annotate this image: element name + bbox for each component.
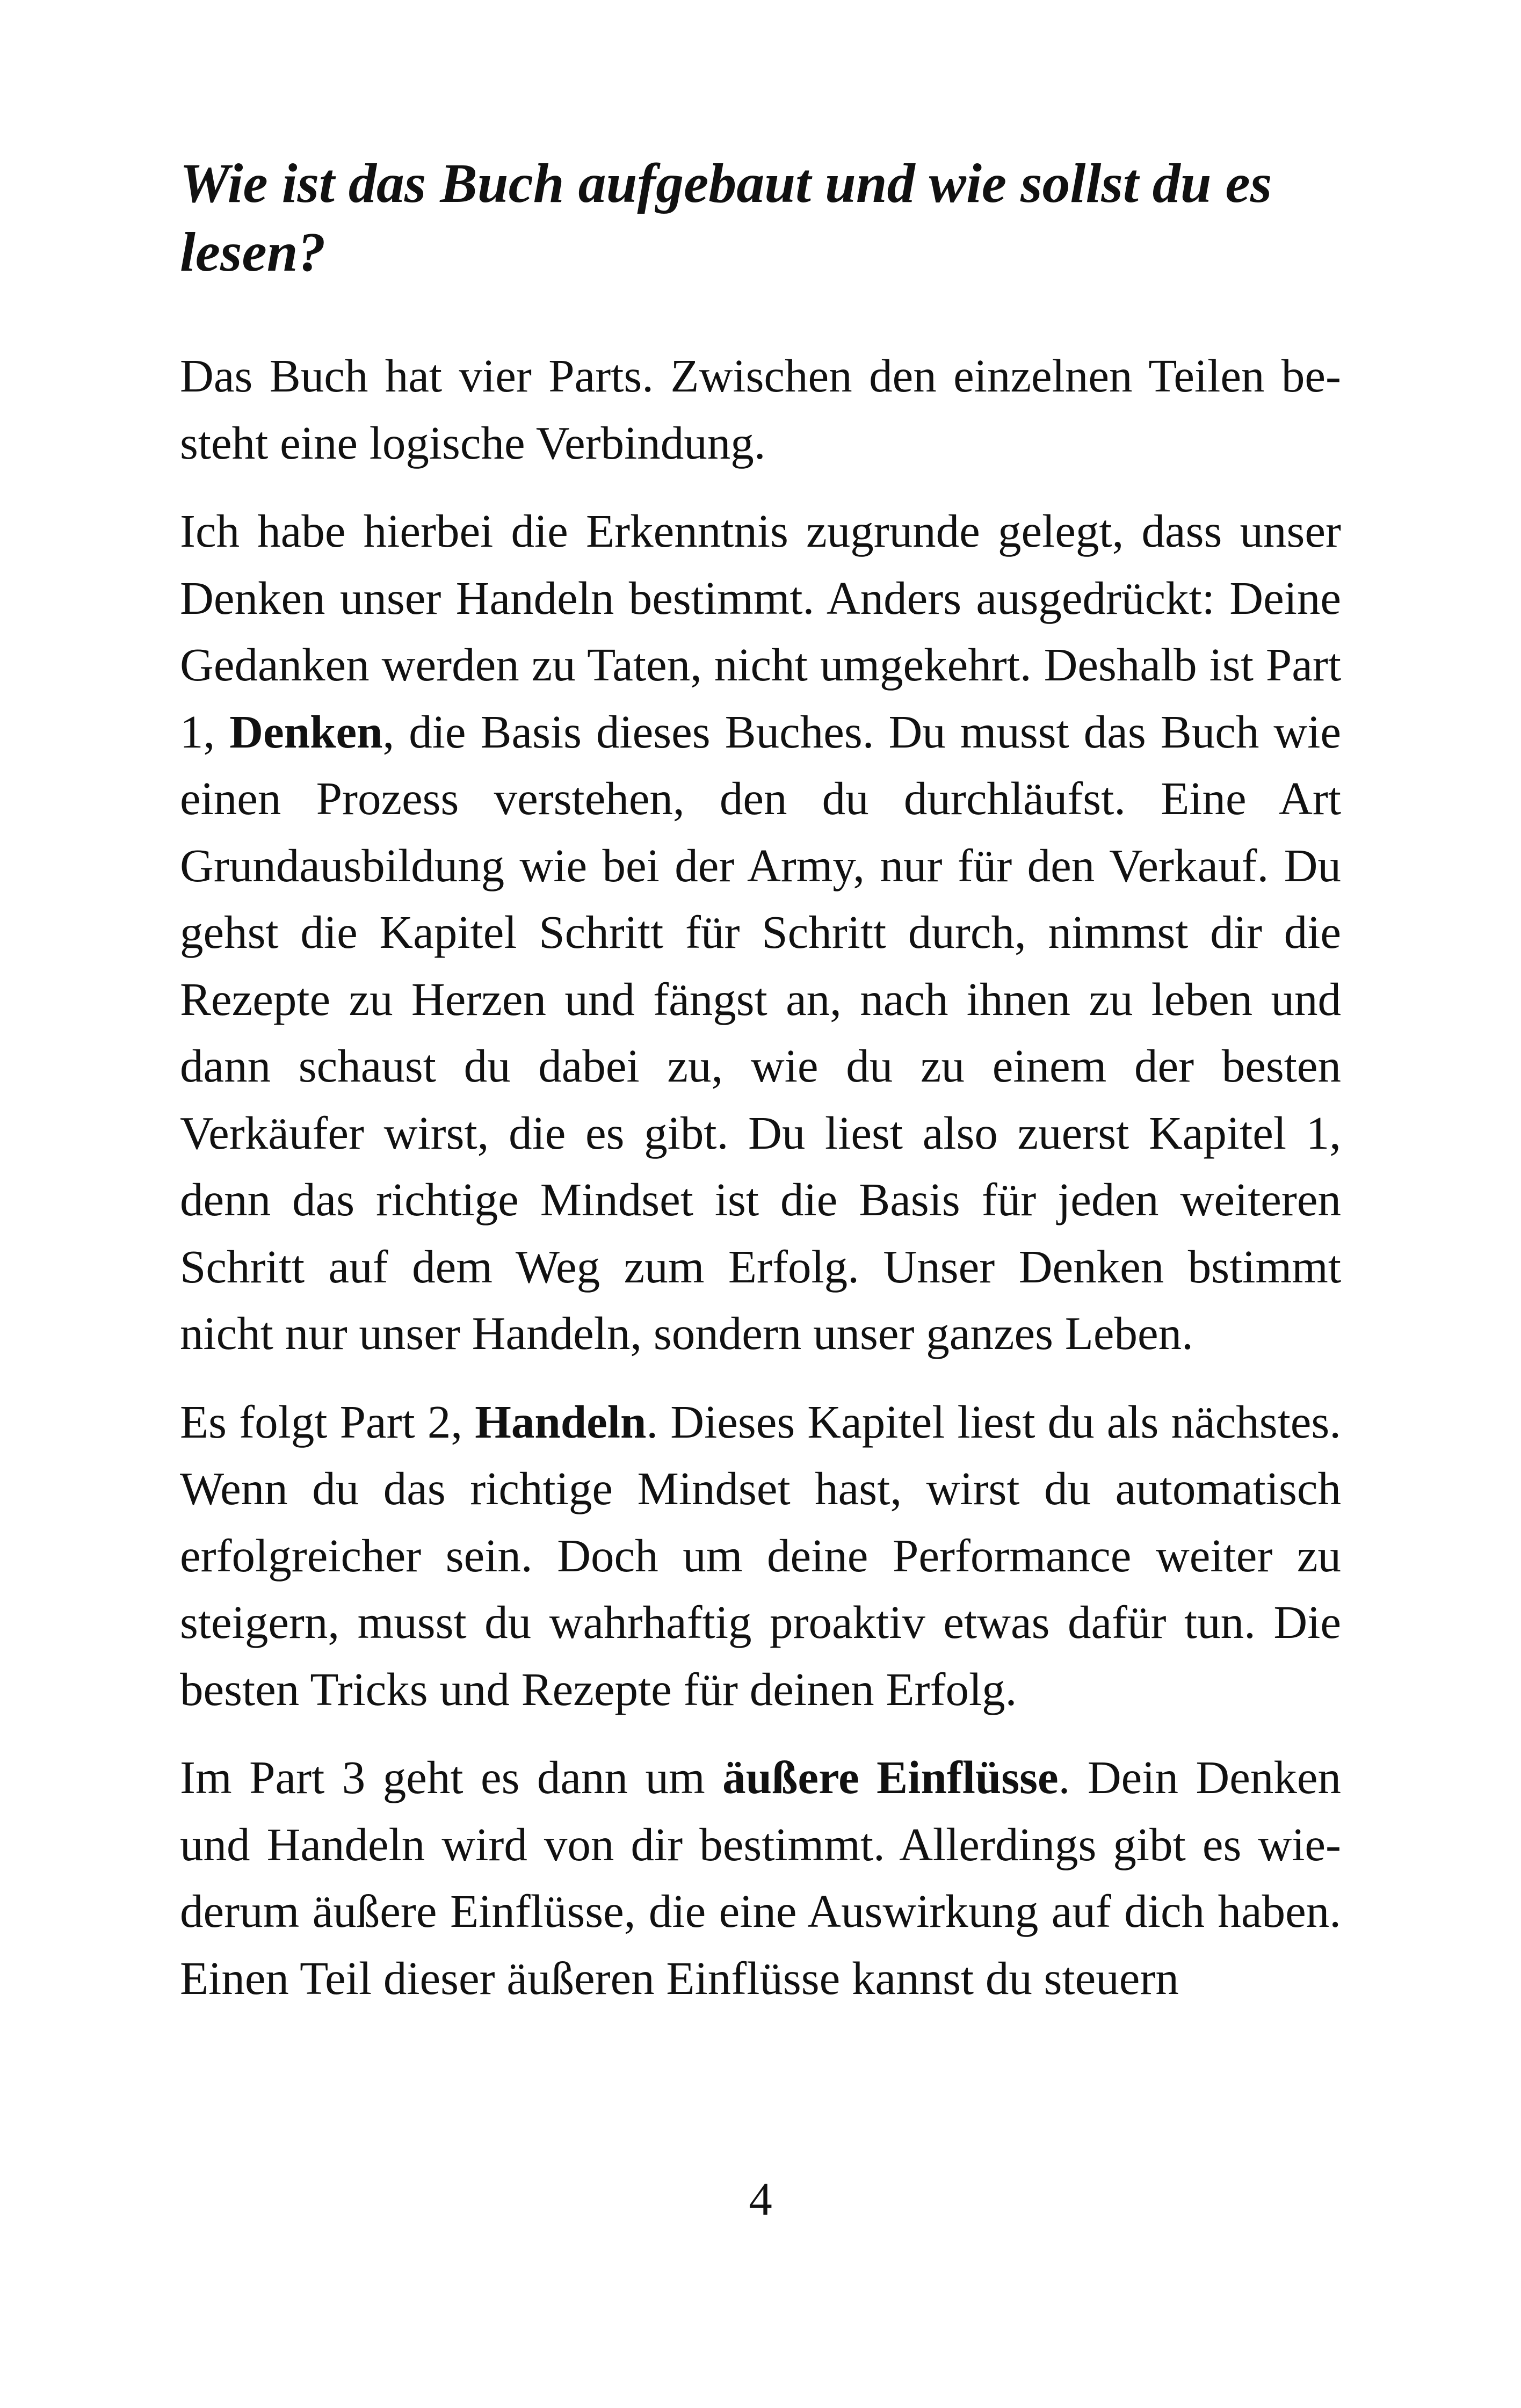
- paragraph-3-text-a: Es folgt Part 2,: [180, 1395, 475, 1448]
- emphasis-aeussere-einfluesse: äußere Einflüsse: [722, 1751, 1059, 1803]
- paragraph-2-text-b: , die Basis dieses Buches. Du musst das Buch wie einen Prozess verstehen, den du durchläufst. Eine Art Grundausbildung wie bei der Army, nur für den Verkauf. Du gehst die Kapitel Schritt für Schritt durch, nimmst dir die Rezepte zu Herzen und fängst an, nach ihnen zu leben und dann schaust du dabei zu, wie du zu einem der besten Verkäufer wirst, die es gibt. Du liest also zuerst Kapitel 1, denn das richtige Mindset ist die Basis für jeden weiteren Schritt auf dem Weg zum Erfolg. Unser Denken bstimmt nicht nur unser Handeln, sondern unser ganzes Leben.: [180, 705, 1342, 1359]
- paragraph-1-text: Das Buch hat vier Parts. Zwischen den einzelnen Teilen besteht eine logische Verbindung.: [180, 350, 1341, 469]
- paragraph-3: [180, 1389, 1341, 1723]
- paragraph-4-text-a: Im Part 3 geht es dann um: [180, 1751, 723, 1803]
- page-number: 4: [749, 2173, 772, 2225]
- emphasis-handeln: Handeln: [475, 1395, 647, 1448]
- emphasis-denken: Denken: [229, 705, 383, 758]
- paragraph-4-text-b: . Dein Denken und Handeln wird von dir bestimmt. Allerdings gibt es wiederum äußere Einflüsse, die eine Auswirkung auf dich haben. Einen Teil dieser äußeren Einflüsse kannst du steuern: [180, 1751, 1341, 2004]
- paragraph-3-text-b: . Dieses Kapitel liest du als nächstes. Wenn du das richtige Mindset hast, wirst du automatisch erfolgreicher sein. Doch um deine Performance weiter zu steigern, musst du wahrhaftig proaktiv etwas dafür tun. Die besten Tricks und Rezepte für deinen Erfolg.: [180, 1395, 1342, 1715]
- paragraph-2: [180, 498, 1341, 1367]
- body-text: [180, 343, 1341, 2033]
- paragraph-2-text-a: Ich habe hierbei die Erkenntnis zugrunde gelegt, dass unser Denken unser Handeln bestimmt. Anders ausgedrückt: Deine Gedanken werden zu Taten, nicht umgekehrt. Deshalb ist Part 1,: [180, 505, 1341, 758]
- paragraph-1: [180, 343, 1341, 476]
- paragraph-4: [180, 1744, 1341, 2012]
- section-heading: Wie ist das Buch aufgebaut und wie sollst du es lesen?: [180, 153, 1272, 283]
